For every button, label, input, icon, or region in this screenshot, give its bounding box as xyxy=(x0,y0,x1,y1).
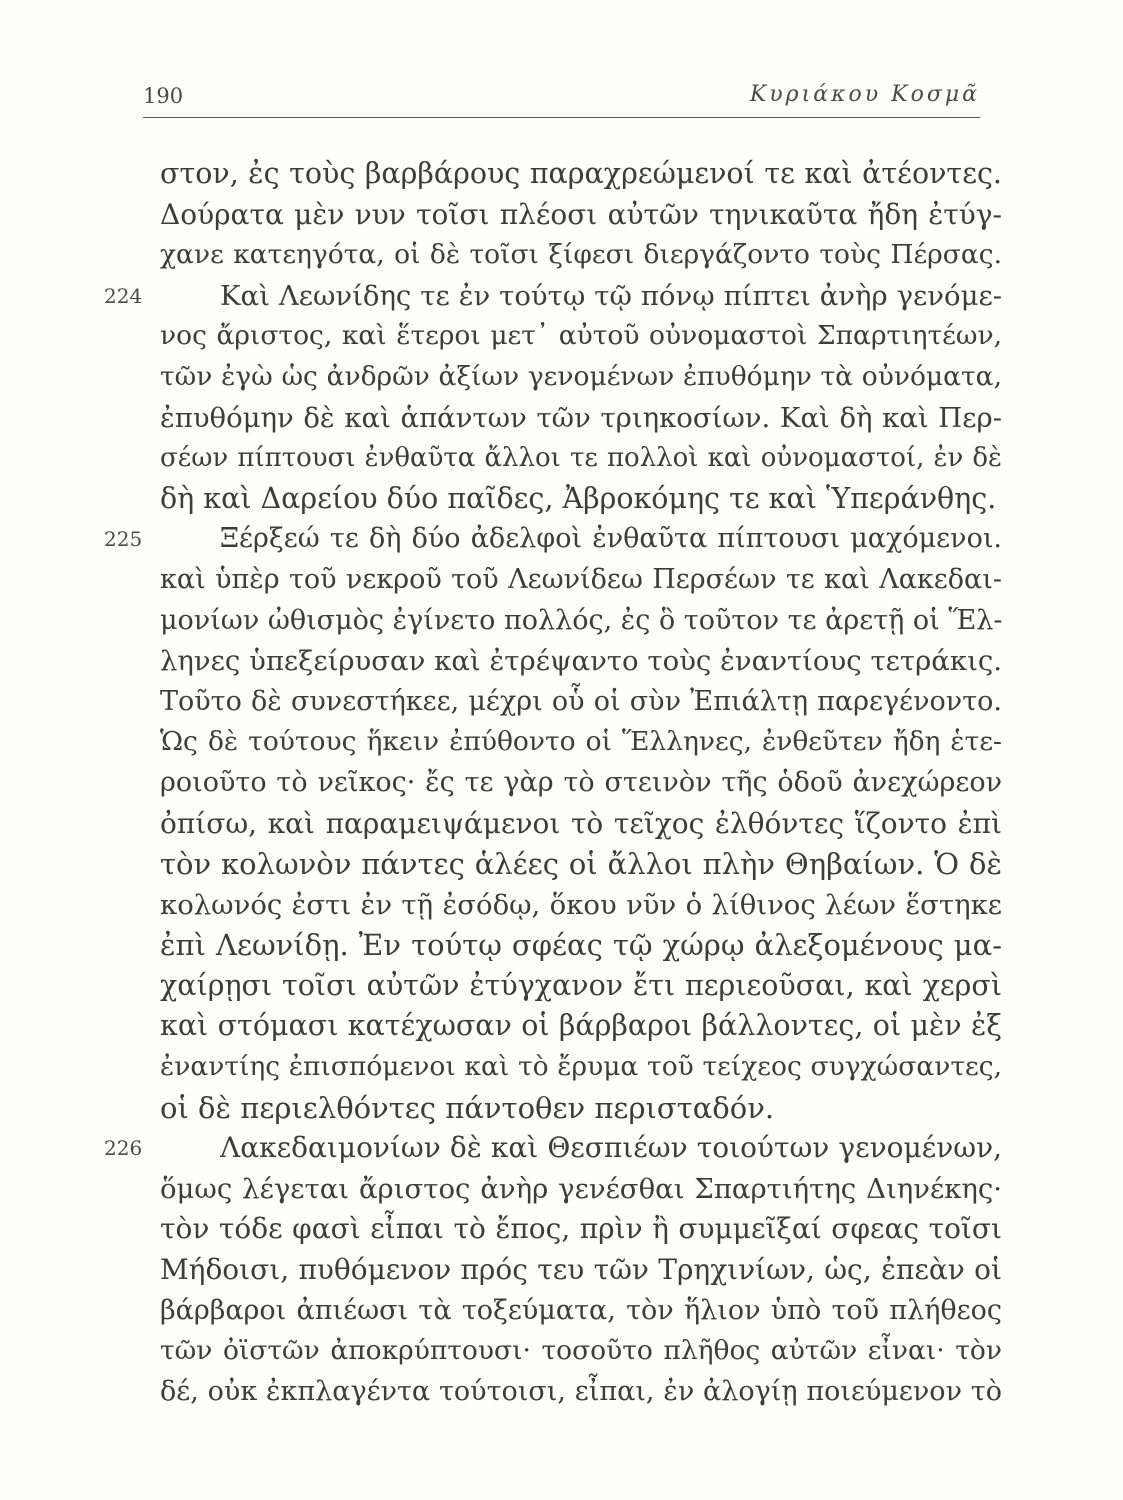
text-line xyxy=(160,925,1002,966)
line-text: τὸν κολωνὸν πάντες ἁλέες οἱ ἄλλοι πλὴν Θηβαίων. Ὁ δὲ xyxy=(160,847,1002,882)
line-text: Τοῦτο δὲ συνεστήκεε, μέχρι οὗ οἱ σὺν Ἐπιάλτῃ παρεγένοντο. xyxy=(160,685,1002,717)
line-text: καὶ ὑπὲρ τοῦ νεκροῦ τοῦ Λεωνίδεω Περσέων τε καὶ Λακεδαι- xyxy=(160,563,1002,595)
line-text: ὅμως λέγεται ἄριστος ἀνὴρ γενέσθαι Σπαρτιήτης Διηνέκης· xyxy=(160,1172,1002,1205)
text-line xyxy=(160,1047,1002,1088)
line-text: τῶν ἐγὼ ὡς ἀνδρῶν ἀξίων γενομένων ἐπυθόμην τὰ οὐνόματα, xyxy=(160,360,1002,392)
line-text: χαίρῃσι τοῖσι αὐτῶν ἐτύγχανον ἔτι περιεοῦσαι, καὶ χερσὶ xyxy=(160,968,1002,1002)
text-line xyxy=(160,844,1002,885)
line-text: οἱ δὲ περιελθόντες πάντοθεν περισταδόν. xyxy=(160,1090,775,1125)
text-line xyxy=(160,316,1002,357)
line-text: καὶ στόμασι κατέχωσαν οἱ βάρβαροι βάλλοντες, οἱ μὲν ἐξ xyxy=(160,1009,1002,1043)
text-line xyxy=(160,722,1002,763)
text-line xyxy=(160,438,1002,479)
text-line xyxy=(160,235,1002,276)
line-text: στον, ἐς τοὺς βαρβάρους παραχρεώμενοί τε καὶ ἀτέοντες. xyxy=(160,157,1002,190)
text-line xyxy=(160,154,1002,195)
text-line xyxy=(160,1088,1002,1129)
section-number: 224 xyxy=(104,283,143,308)
line-text: Ξέρξεώ τε δὴ δύο ἀδελφοὶ ἐνθαῦτα πίπτουσι μαχόμενοι. xyxy=(220,523,1002,555)
line-text: κολωνός ἐστι ἐν τῇ ἐσόδῳ, ὅκου νῦν ὁ λίθινος λέων ἕστηκε xyxy=(160,888,1002,921)
line-text: Καὶ Λεωνίδης τε ἐν τούτῳ τῷ πόνῳ πίπτει ἀνὴρ γενόμε- xyxy=(220,279,1002,312)
text-line xyxy=(160,560,1002,601)
line-text: δὴ καὶ Δαρείου δύο παῖδες, Ἀβροκόμης τε καὶ Ὑπεράνθης. xyxy=(160,481,997,515)
text-line xyxy=(160,804,1002,845)
text-line xyxy=(160,601,1002,642)
line-text: τὸν τόδε φασὶ εἶπαι τὸ ἔπος, πρὶν ἢ συμμεῖξαί σφεας τοῖσι xyxy=(160,1212,1002,1246)
section-number: 226 xyxy=(104,1136,143,1161)
line-text: Δούρατα μὲν νυν τοῖσι πλέοσι αὐτῶν τηνικαῦτα ἤδη ἐτύγ- xyxy=(160,197,1002,231)
line-text: ἐπυθόμην δὲ καὶ ἁπάντων τῶν τριηκοσίων. Καὶ δὴ καὶ Περ- xyxy=(160,401,1002,434)
line-text: δέ, οὐκ ἐκπλαγέντα τούτοισι, εἶπαι, ἐν ἀλογίῃ ποιεύμενον τὸ xyxy=(160,1375,1002,1407)
line-text: βάρβαροι ἀπιέωσι τὰ τοξεύματα, τὸν ἥλιον ὑπὸ τοῦ πλήθεος xyxy=(160,1294,1002,1326)
text-line xyxy=(104,1128,1002,1169)
text-line xyxy=(160,479,1002,520)
line-text: νος ἄριστος, καὶ ἕτεροι μετ᾽ αὐτοῦ οὐνομαστοὶ Σπαρτιητέων, xyxy=(160,320,1002,352)
line-text: ὀπίσω, καὶ παραμειψάμενοι τὸ τεῖχος ἐλθόντες ἵζοντο ἐπὶ xyxy=(160,806,1002,840)
text-line xyxy=(160,1169,1002,1210)
text-line xyxy=(160,195,1002,236)
line-text: χανε κατεηγότα, οἱ δὲ τοῖσι ξίφεσι διεργάζοντο τοὺς Πέρσας. xyxy=(160,239,1002,271)
text-body xyxy=(104,154,1003,1412)
text-line xyxy=(160,357,1002,398)
text-line xyxy=(160,1209,1002,1250)
line-text: ροιοῦτο τὸ νεῖκος· ἔς τε γὰρ τὸ στεινὸν τῆς ὁδοῦ ἀνεχώρεον xyxy=(160,766,1002,798)
line-text: Ὡς δὲ τούτους ἥκειν ἐπύθοντο οἱ Ἕλληνες, ἐνθεῦτεν ἤδη ἑτε- xyxy=(160,726,1002,758)
text-line xyxy=(160,1372,1002,1413)
line-text: ἐναντίης ἐπισπόμενοι καὶ τὸ ἔρυμα τοῦ τείχεος συγχώσαντες, xyxy=(160,1051,1002,1083)
line-text: Μήδοισι, πυθόμενον πρός τευ τῶν Τρηχινίων, ὡς, ἐπεὰν οἱ xyxy=(160,1253,1002,1287)
text-line xyxy=(104,519,1002,560)
text-line xyxy=(160,885,1002,926)
text-line xyxy=(160,398,1002,439)
line-text: μονίων ὠθισμὸς ἐγίνετο πολλός, ἐς ὃ τοῦτον τε ἀρετῇ οἱ Ἕλ- xyxy=(160,604,1003,636)
header-rule xyxy=(143,117,980,118)
text-line xyxy=(160,1331,1002,1372)
line-text: σέων πίπτουσι ἐνθαῦτα ἄλλοι τε πολλοὶ καὶ οὐνομαστοί, ἐν δὲ xyxy=(160,443,1002,474)
text-line xyxy=(160,1250,1002,1291)
page-number: 190 xyxy=(143,84,184,108)
text-line xyxy=(160,1291,1002,1332)
text-line xyxy=(160,763,1002,804)
text-line xyxy=(104,276,1002,317)
text-line xyxy=(160,641,1002,682)
text-line xyxy=(160,966,1002,1007)
running-head: Κυριάκου Κοσμᾶ xyxy=(749,82,980,107)
line-text: ληνες ὑπεξείρυσαν καὶ ἐτρέψαντο τοὺς ἐναντίους τετράκις. xyxy=(160,645,1002,678)
line-text: τῶν ὀϊστῶν ἀποκρύπτουσι· τοσοῦτο πλῆθος αὐτῶν εἶναι· τὸν xyxy=(160,1335,1002,1367)
line-text: ἐπὶ Λεωνίδῃ. Ἐν τούτῳ σφέας τῷ χώρῳ ἀλεξομένους μα- xyxy=(160,928,1002,963)
text-line xyxy=(160,1006,1002,1047)
line-text: Λακεδαιμονίων δὲ καὶ Θεσπιέων τοιούτων γενομένων, xyxy=(220,1131,1002,1165)
section-number: 225 xyxy=(104,527,143,552)
text-line xyxy=(160,682,1002,723)
page-header xyxy=(143,76,980,116)
